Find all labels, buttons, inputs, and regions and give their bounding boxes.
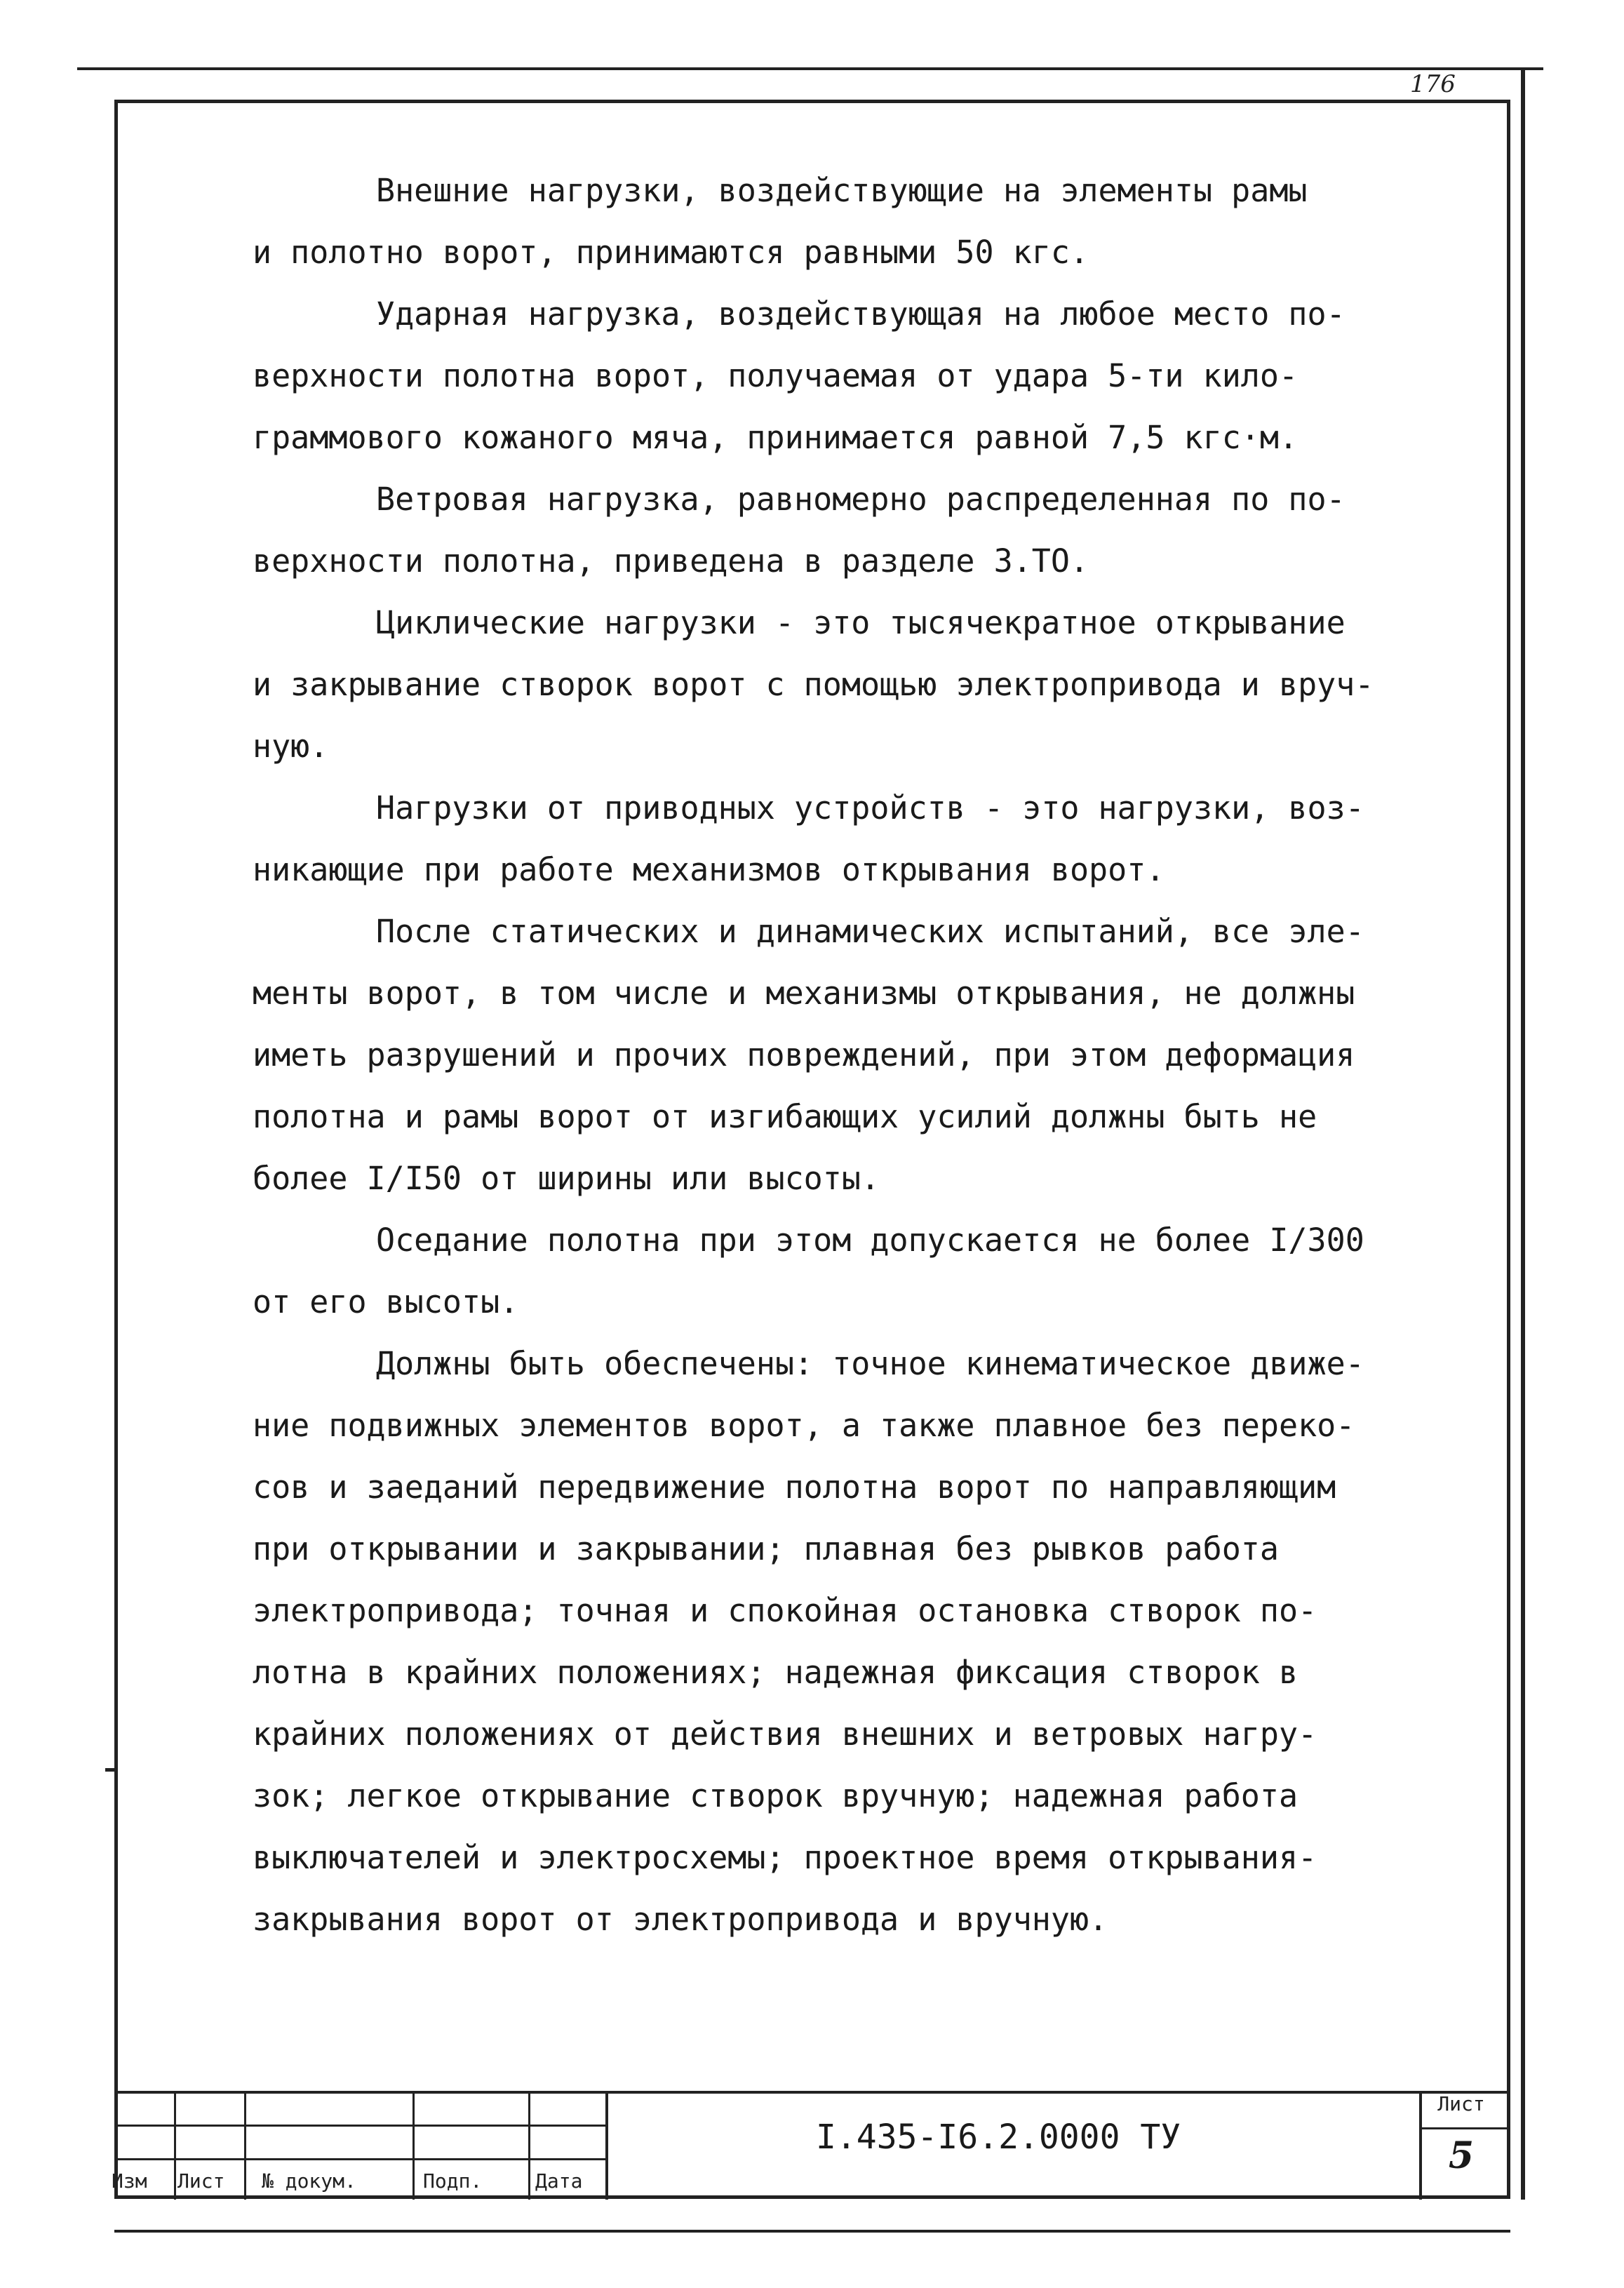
text-line: Циклические нагрузки - это тысячекратное открывание xyxy=(376,604,1345,641)
text-line: сов и заеданий передвижение полотна ворот по направляющим xyxy=(253,1469,1336,1506)
handwritten-page-number: 176 xyxy=(1410,70,1456,98)
text-line: Нагрузки от приводных устройств - это нагрузки, воз- xyxy=(376,789,1364,827)
paragraph-external-loads xyxy=(253,160,1403,283)
paragraph-requirements xyxy=(253,1333,1403,1951)
text-line: верхности полотна, приведена в разделе 3.ТО. xyxy=(253,542,1089,580)
text-line: закрывания ворот от электропривода и вручную. xyxy=(253,1901,1108,1938)
grid-row-line xyxy=(114,2158,605,2160)
sheet-label: Лист xyxy=(1437,2092,1485,2115)
frame-right-edge xyxy=(1521,70,1525,2200)
text-line: ную. xyxy=(253,728,329,765)
text-line: и полотно ворот, принимаются равными 50 кгс. xyxy=(253,234,1089,271)
text-line: никающие при работе механизмов открывания ворот. xyxy=(253,851,1165,888)
col-label-doc: № докум. xyxy=(262,2169,356,2193)
document-code: I.435-I6.2.0000 ТУ xyxy=(816,2118,1181,2157)
paragraph-wind-load xyxy=(253,469,1403,592)
text-line: Ударная нагрузка, воздействующая на любое место по- xyxy=(376,295,1345,333)
sheet-box xyxy=(1419,2091,1503,2200)
col-label-list: Лист xyxy=(177,2169,225,2193)
margin-tick-mark xyxy=(105,1768,115,1772)
text-line: полотна и рамы ворот от изгибающих усилий должны быть не xyxy=(253,1098,1317,1135)
grid-col-line xyxy=(244,2091,246,2200)
bottom-border-line xyxy=(114,2230,1510,2233)
text-line: при открывании и закрывании; плавная без рывков работа xyxy=(253,1530,1279,1567)
paragraph-drive-loads xyxy=(253,777,1403,901)
title-block-top-line xyxy=(114,2091,1510,2094)
text-line: лотна в крайних положениях; надежная фиксация створок в xyxy=(253,1654,1298,1691)
body-text xyxy=(253,160,1403,1951)
text-line: граммового кожаного мяча, принимается равной 7,5 кгс·м. xyxy=(253,419,1298,456)
grid-col-line xyxy=(174,2091,176,2200)
text-line: более I/I50 от ширины или высоты. xyxy=(253,1160,880,1197)
text-line: зок; легкое открывание створок вручную; надежная работа xyxy=(253,1777,1298,1814)
text-line: Внешние нагрузки, воздействующие на элементы рамы xyxy=(376,172,1308,209)
paragraph-impact-load xyxy=(253,283,1403,469)
text-line: Должны быть обеспечены: точное кинематическое движе- xyxy=(376,1345,1364,1382)
paragraph-tests xyxy=(253,901,1403,1210)
grid-row-line xyxy=(114,2125,605,2127)
paragraph-cyclic-loads xyxy=(253,592,1403,777)
grid-col-line xyxy=(605,2091,608,2200)
text-line: ние подвижных элементов ворот, а также плавное без переко- xyxy=(253,1407,1355,1444)
grid-col-line xyxy=(528,2091,530,2200)
text-line: и закрывание створок ворот с помощью электропривода и вруч- xyxy=(253,666,1374,703)
text-line: Оседание полотна при этом допускается не более I/300 xyxy=(376,1222,1364,1259)
text-line: После статических и динамических испытаний, все эле- xyxy=(376,913,1364,950)
text-line: менты ворот, в том числе и механизмы открывания, не должны xyxy=(253,975,1355,1012)
text-line: электропривода; точная и спокойная остановка створок по- xyxy=(253,1592,1317,1629)
sheet-number: 5 xyxy=(1448,2134,1475,2177)
text-line: крайних положениях от действия внешних и ветровых нагру- xyxy=(253,1715,1317,1753)
title-block xyxy=(114,2091,1510,2200)
text-line: верхности полотна ворот, получаемая от удара 5-ти кило- xyxy=(253,357,1298,394)
text-line: выключателей и электросхемы; проектное время открывания- xyxy=(253,1839,1317,1876)
col-label-sign: Подп. xyxy=(423,2169,483,2193)
col-label-izm: Изм xyxy=(112,2169,147,2193)
text-line: иметь разрушений и прочих повреждений, при этом деформация xyxy=(253,1036,1355,1073)
text-line: от его высоты. xyxy=(253,1283,519,1320)
paragraph-settling xyxy=(253,1210,1403,1333)
grid-col-line xyxy=(412,2091,415,2200)
text-line: Ветровая нагрузка, равномерно распределенная по по- xyxy=(376,481,1345,518)
col-label-date: Дата xyxy=(535,2169,583,2193)
top-border-line xyxy=(77,67,1543,70)
